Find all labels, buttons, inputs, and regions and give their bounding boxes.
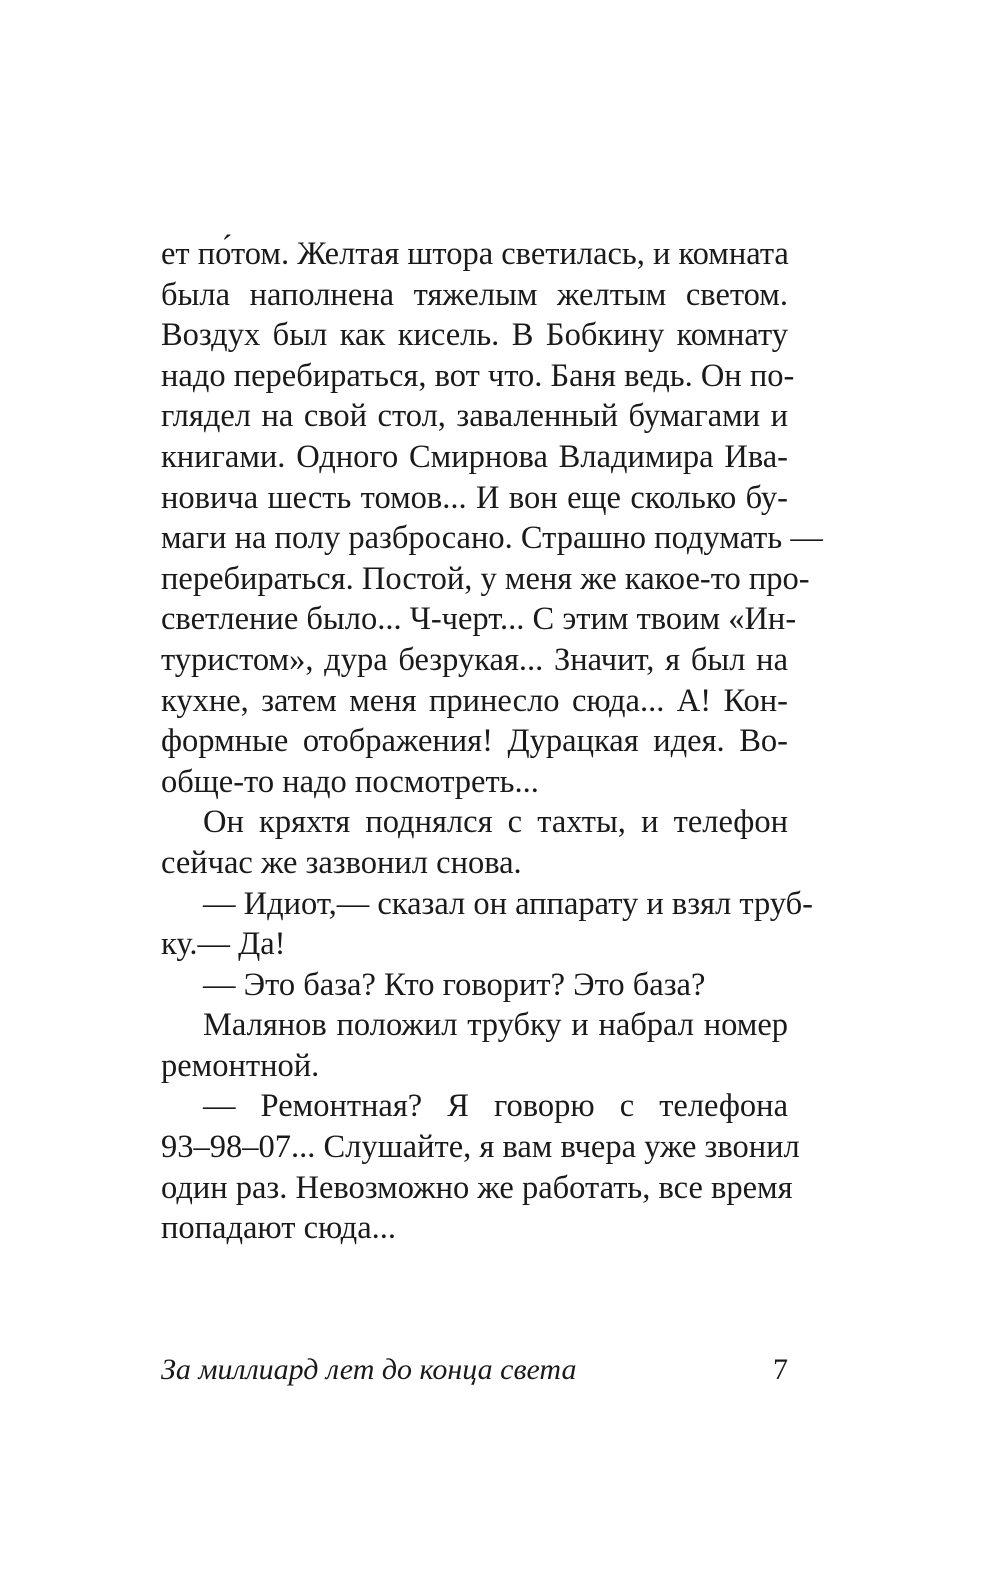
- text-line: ку.— Да!: [161, 926, 286, 963]
- text-line: ремонтной.: [161, 1047, 320, 1084]
- text-line: — Ремонтная? Я говорю с телефона: [203, 1088, 788, 1125]
- text-line: — Это база? Кто говорит? Это база?: [203, 966, 706, 1003]
- text-line: ет по́том. Желтая штора светилась, и комната: [161, 236, 789, 272]
- text-line: 93–98–07... Слушайте, я вам вчера уже звонил: [161, 1129, 800, 1166]
- text-line: Малянов положил трубку и набрал номер: [203, 1007, 788, 1044]
- text-line: книгами. Одного Смирнова Владимира Ива-: [161, 438, 788, 475]
- text-line: туристом», дура безрукая... Значит, я был на: [161, 641, 788, 678]
- text-line: перебираться. Постой, у меня же какое-то про-: [161, 560, 810, 597]
- page-number: 7: [773, 1353, 788, 1386]
- text-line: — Идиот,— сказал он аппарату и взял труб-: [203, 885, 813, 922]
- body-text: [161, 234, 823, 1249]
- text-line: Он кряхтя поднялся с тахты, и телефон: [203, 804, 788, 841]
- text-line: маги на полу разбросано. Страшно подумать —: [161, 520, 823, 557]
- page-footer: [161, 1350, 788, 1390]
- text-line: попадают сюда...: [161, 1210, 396, 1247]
- text-line: была наполнена тяжелым желтым светом.: [161, 276, 788, 313]
- text-line: формные отображения! Дурацкая идея. Во-: [161, 723, 788, 760]
- text-line: кухне, затем меня принесло сюда... А! Кон-: [161, 682, 788, 719]
- text-line: новича шесть томов... И вон еще сколько бу-: [161, 479, 788, 516]
- text-line: обще-то надо посмотреть...: [161, 763, 539, 800]
- running-title: За миллиард лет до конца света: [161, 1353, 577, 1386]
- text-line: один раз. Невозможно же работать, все время: [161, 1169, 793, 1206]
- text-line: светление было... Ч-черт... С этим твоим «Ин-: [161, 601, 797, 638]
- text-line: глядел на свой стол, заваленный бумагами и: [161, 398, 788, 435]
- text-line: сейчас же зазвонил снова.: [161, 844, 522, 881]
- text-line: надо перебираться, вот что. Баня ведь. Он по-: [161, 357, 795, 394]
- text-line: Воздух был как кисель. В Бобкину комнату: [161, 317, 788, 354]
